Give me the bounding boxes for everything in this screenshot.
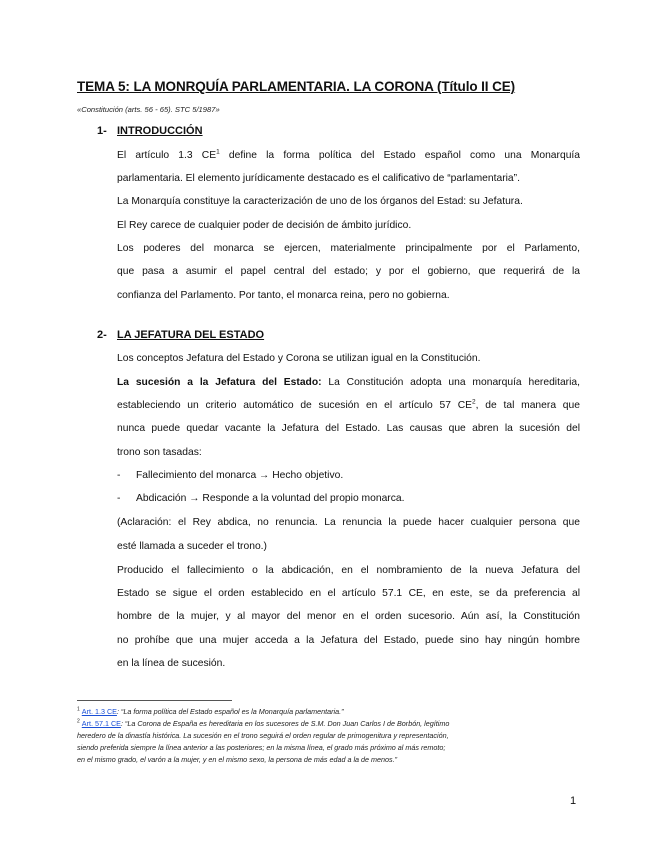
page-number: 1 (570, 795, 577, 807)
paragraph-line: (Aclaración: el Rey abdica, no renuncia. La renuncia la puede hacer cualquier persona que (117, 517, 580, 528)
footnote-2-line: heredero de la dinastía histórica. La sucesión en el trono seguirá el orden regular de primogenitura y representación, (77, 731, 449, 740)
paragraph-line: hombre de la mujer, y al mayor del menor en el orden sucesorio. Aún así, la Constitución (117, 611, 580, 622)
footnote-1 (77, 706, 580, 718)
footnote-link[interactable]: Art. 57.1 CE (81, 719, 121, 728)
source-note: «Constitución (arts. 56 - 65). STC 5/1987» (77, 105, 220, 114)
bullet-dash: - (117, 470, 121, 481)
paragraph-line: que pasa a asumir el papel central del estado; y por el gobierno, que requerirá de la (117, 266, 580, 277)
paragraph-line: nunca puede quedar vacante la Jefatura del Estado. Las causas que abren la sucesión del (117, 423, 580, 434)
paragraph-line: no prohíbe que una mujer acceda a la Jefatura del Estado, puede sino hay ningún hombre (117, 635, 580, 646)
paragraph-line: El Rey carece de cualquier poder de decisión de ámbito jurídico. (117, 220, 412, 231)
footnote-2-line: siendo preferida siempre la línea anterior a las posteriores; en la misma línea, el grado más próximo al más remoto; (77, 743, 446, 752)
footnote-text: : “La Corona de España es hereditaria en los sucesores de S.M. Don Juan Carlos I de Borbón, legítimo (120, 719, 450, 728)
section-1-title: INTRODUCCIÓN (117, 125, 203, 137)
paragraph-line: La Monarquía constituye la caracterización de uno de los órganos del Estad: su Jefatura. (117, 196, 523, 207)
paragraph-line: trono son tasadas: (117, 447, 202, 458)
paragraph-line: esté llamada a suceder el trono.) (117, 541, 267, 552)
footnote-number: 2 (77, 718, 80, 725)
paragraph-line (117, 149, 580, 163)
paragraph-line: Producido el fallecimiento o la abdicación, en el nombramiento de la nueva Jefatura del (117, 565, 580, 576)
paragraph-line: confianza del Parlamento. Por tanto, el monarca reina, pero no gobierna. (117, 290, 450, 301)
footnote-marker-1[interactable]: 1 (216, 148, 220, 156)
section-2-heading (97, 329, 264, 341)
section-2-number: 2- (97, 329, 107, 341)
text-fragment: estableciendo un criterio automático de sucesión en el artículo 57 CE (117, 400, 473, 411)
text-fragment: , de tal manera que (475, 400, 580, 411)
list-item-text: Fallecimiento del monarca → Hecho objetivo. (136, 470, 344, 481)
text-fragment: El artículo 1.3 CE (117, 150, 217, 161)
paragraph-line: Estado se sigue el orden establecido en el artículo 57.1 CE, en este, se da preferencia al (117, 588, 580, 599)
text-fragment: define la forma política del Estado español como una Monarquía (219, 150, 581, 161)
footnote-2-line: en el mismo grado, el varón a la mujer, y en el mismo sexo, la persona de más edad a la de menos.” (77, 755, 398, 764)
list-item-text: Abdicación → Responde a la voluntad del propio monarca. (136, 493, 405, 504)
footnote-2 (77, 718, 580, 730)
paragraph-line: Los poderes del monarca se ejercen, materialmente principalmente por el Parlamento, (117, 243, 580, 254)
paragraph-line: Los conceptos Jefatura del Estado y Corona se utilizan igual en la Constitución. (117, 353, 481, 364)
footnote-marker-2[interactable]: 2 (472, 398, 476, 406)
footnote-text: : “La forma política del Estado español es la Monarquía parlamentaria.” (116, 707, 344, 716)
section-1-heading (97, 125, 203, 137)
text-fragment: La Constitución adopta una monarquía hereditaria, (321, 377, 580, 388)
paragraph-line (117, 399, 580, 413)
bullet-dash: - (117, 493, 121, 504)
footnote-number: 1 (77, 706, 80, 713)
footnote-link[interactable]: Art. 1.3 CE (81, 707, 117, 716)
paragraph-line: en la línea de sucesión. (117, 658, 226, 669)
footnote-separator (77, 700, 232, 701)
bold-term: La sucesión a la Jefatura del Estado: (117, 377, 322, 388)
document-title: TEMA 5: LA MONRQUÍA PARLAMENTARIA. LA CORONA (Título II CE) (77, 79, 516, 94)
section-2-title: LA JEFATURA DEL ESTADO (117, 329, 265, 341)
section-1-number: 1- (97, 125, 107, 137)
paragraph-line (117, 376, 580, 390)
paragraph-line: parlamentaria. El elemento jurídicamente destacado es el calificativo de “parlamentaria”. (117, 173, 520, 184)
